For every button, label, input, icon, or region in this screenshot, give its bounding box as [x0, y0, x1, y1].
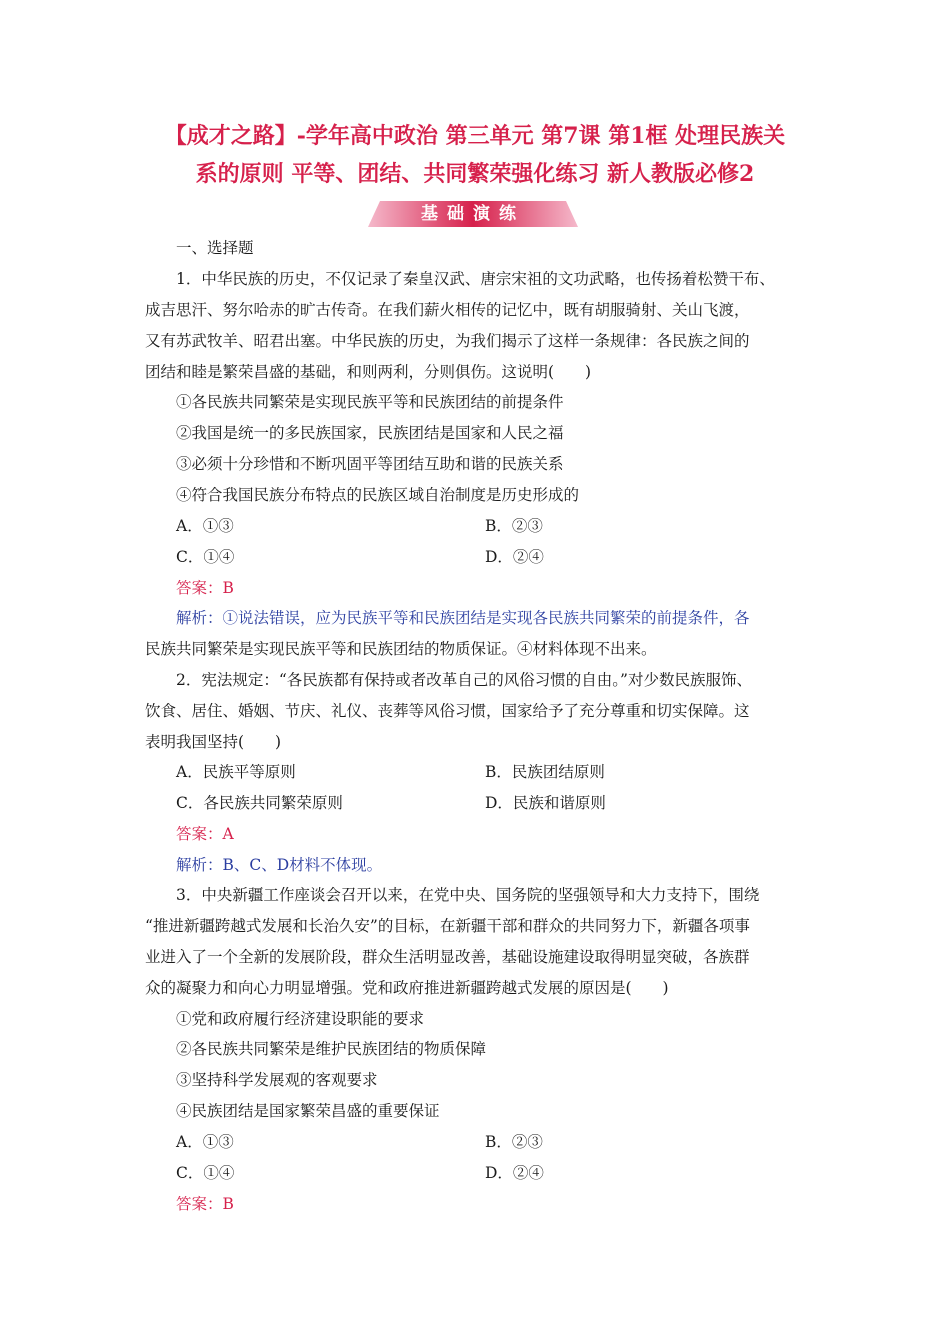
q3-answer: 答案：B: [176, 1195, 234, 1213]
q2-option-c: C．各民族共同繁荣原则: [176, 794, 343, 812]
q3-line-4: 众的凝聚力和向心力明显增强。党和政府推进新疆跨越式发展的原因是( ): [145, 979, 669, 997]
q2-option-a: A．民族平等原则: [176, 763, 296, 781]
q3-item-4: ④民族团结是国家繁荣昌盛的重要保证: [176, 1102, 440, 1120]
q2-line-3: 表明我国坚持( ): [145, 733, 282, 751]
q1-line-1: 1．中华民族的历史，不仅记录了秦皇汉武、唐宗宋祖的文功武略，也传扬着松赞干布、: [176, 270, 775, 288]
q3-option-b: B．②③: [485, 1133, 543, 1151]
q1-item-2: ②我国是统一的多民族国家，民族团结是国家和人民之福: [176, 424, 564, 442]
q1-analysis-line-2: 民族共同繁荣是实现民族平等和民族团结的物质保证。④材料体现不出来。: [145, 640, 657, 658]
q3-line-2: “推进新疆跨越式发展和长治久安”的目标，在新疆干部和群众的共同努力下，新疆各项事: [145, 917, 750, 935]
q2-option-b: B．民族团结原则: [485, 763, 605, 781]
q3-option-c: C．①④: [176, 1164, 235, 1182]
q2-line-2: 饮食、居住、婚姻、节庆、礼仪、丧葬等风俗习惯，国家给予了充分尊重和切实保障。这: [145, 702, 750, 720]
doc-title-line-2: 系的原则 平等、团结、共同繁荣强化练习 新人教版必修2: [195, 161, 755, 187]
section-heading: 一、选择题: [176, 239, 254, 257]
q2-option-d: D．民族和谐原则: [485, 794, 606, 812]
q1-answer: 答案：B: [176, 579, 234, 597]
q3-item-1: ①党和政府履行经济建设职能的要求: [176, 1010, 425, 1028]
q2-line-1: 2．宪法规定：“各民族都有保持或者改革自己的风俗习惯的自由。”对少数民族服饰、: [176, 671, 752, 689]
q2-answer: 答案：A: [176, 825, 234, 843]
q1-line-2: 成吉思汗、努尔哈赤的旷古传奇。在我们薪火相传的记忆中，既有胡服骑射、关山飞渡，: [145, 301, 750, 319]
q3-line-1: 3．中央新疆工作座谈会召开以来，在党中央、国务院的坚强领导和大力支持下，围绕: [176, 886, 760, 904]
section-banner: [368, 199, 578, 229]
q3-item-3: ③坚持科学发展观的客观要求: [176, 1071, 378, 1089]
q1-option-a: A．①③: [176, 517, 234, 535]
q3-item-2: ②各民族共同繁荣是维护民族团结的物质保障: [176, 1040, 487, 1058]
q1-line-3: 又有苏武牧羊、昭君出塞。中华民族的历史，为我们揭示了这样一条规律：各民族之间的: [145, 332, 750, 350]
q1-line-4: 团结和睦是繁荣昌盛的基础，和则两利，分则俱伤。这说明( ): [145, 363, 592, 381]
doc-title-line-1: 【成才之路】-学年高中政治 第三单元 第7课 第1框 处理民族关: [164, 123, 786, 149]
q3-option-d: D．②④: [485, 1164, 544, 1182]
q2-analysis: 解析：B、C、D材料不体现。: [176, 856, 383, 874]
q1-item-3: ③必须十分珍惜和不断巩固平等团结互助和谐的民族关系: [176, 455, 564, 473]
q1-item-1: ①各民族共同繁荣是实现民族平等和民族团结的前提条件: [176, 393, 564, 411]
q1-option-c: C．①④: [176, 548, 235, 566]
q1-option-b: B．②③: [485, 517, 543, 535]
q3-option-a: A．①③: [176, 1133, 234, 1151]
banner-label: 基础演练: [421, 204, 525, 224]
q3-line-3: 业进入了一个全新的发展阶段，群众生活明显改善，基础设施建设取得明显突破，各族群: [145, 948, 750, 966]
q1-option-d: D．②④: [485, 548, 544, 566]
q1-item-4: ④符合我国民族分布特点的民族区域自治制度是历史形成的: [176, 486, 580, 504]
q1-analysis-line-1: 解析：①说法错误，应为民族平等和民族团结是实现各民族共同繁荣的前提条件，各: [176, 609, 750, 627]
